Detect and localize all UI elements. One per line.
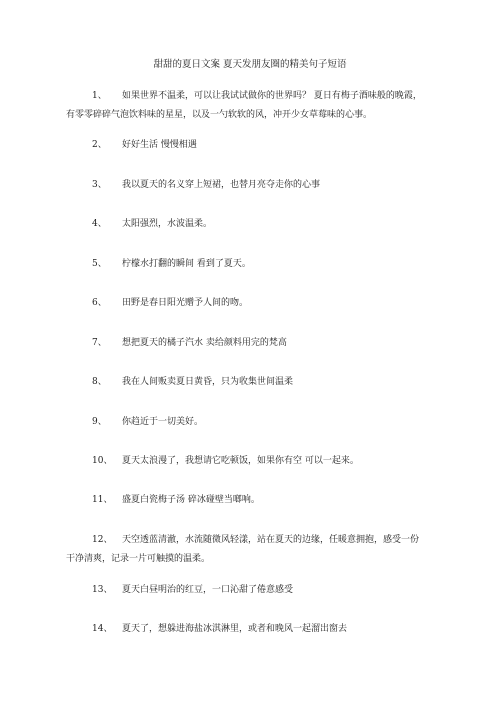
- item-text: 我在人间贩卖夏日黄昏，只为收集世间温柔: [122, 377, 294, 387]
- item-number: 5、: [92, 259, 107, 269]
- item-number: 7、: [92, 338, 107, 348]
- list-item: [92, 373, 437, 392]
- item-number: 2、: [92, 140, 107, 150]
- item-text: 如果世界不温柔，可以让我试试做你的世界吗？ 夏日有梅子酒味般的晚霞，: [122, 91, 422, 101]
- list-item: [92, 620, 437, 639]
- item-text: 夏天了，想躲进海盐冰淇淋里，或者和晚风一起溜出窗去: [122, 624, 348, 634]
- item-number: 3、: [92, 180, 107, 190]
- list-item: [92, 334, 437, 353]
- item-text: 田野是春日阳光赠予人间的吻。: [122, 298, 249, 308]
- list-item: [92, 294, 437, 313]
- item-text: 柠檬水打翻的瞬间 看到了夏天。: [122, 259, 251, 269]
- item-number: 13、: [92, 585, 113, 595]
- item-number: 10、: [92, 456, 113, 466]
- item-text: 好好生活 慢慢相遇: [122, 140, 197, 150]
- item-text: 天空透蓝清澈，水流随微风轻漾，站在夏天的边缘，任暖意拥抱，感受一份: [122, 535, 420, 545]
- item-text-continued: 有零零碎碎气泡饮料味的星星，以及一勺软软的风，冲开少女草莓味的心事。: [66, 110, 373, 120]
- item-number: 9、: [92, 417, 107, 427]
- item-text: 夏天白昼明治的红豆，一口沁甜了倦意感受: [122, 585, 294, 595]
- item-text: 你趋近于一切美好。: [122, 417, 204, 427]
- list-item: [66, 87, 432, 125]
- list-item: [92, 491, 437, 510]
- item-text: 太阳强烈，水波温柔。: [122, 219, 213, 229]
- item-text-continued: 干净清爽，记录一片可触摸的温柔。: [66, 554, 211, 564]
- document-title: 甜甜的夏日文案 夏天发朋友圈的精美句子短语: [153, 59, 347, 70]
- list-item: [66, 531, 432, 569]
- item-text: 想把夏天的橘子汽水 卖给颜料用完的梵高: [122, 338, 287, 348]
- item-number: 14、: [92, 624, 113, 634]
- item-number: 1、: [92, 91, 107, 101]
- item-number: 12、: [92, 535, 113, 545]
- list-item: [92, 413, 437, 432]
- item-number: 4、: [92, 219, 107, 229]
- list-item: [92, 255, 437, 274]
- list-item: [92, 581, 437, 600]
- list-item: [92, 452, 437, 471]
- item-text: 盛夏白瓷梅子汤 碎冰碰壁当啷响。: [122, 495, 260, 505]
- item-text: 夏天太浪漫了，我想请它吃顿饭，如果你有空 可以一起来。: [122, 456, 359, 466]
- list-item: [92, 215, 437, 234]
- item-number: 11、: [92, 495, 113, 505]
- item-number: 6、: [92, 298, 107, 308]
- list-item: [92, 176, 437, 195]
- list-item: [92, 136, 437, 155]
- item-number: 8、: [92, 377, 107, 387]
- item-text: 我以夏天的名义穿上短裙，也替月亮夺走你的心事: [122, 180, 321, 190]
